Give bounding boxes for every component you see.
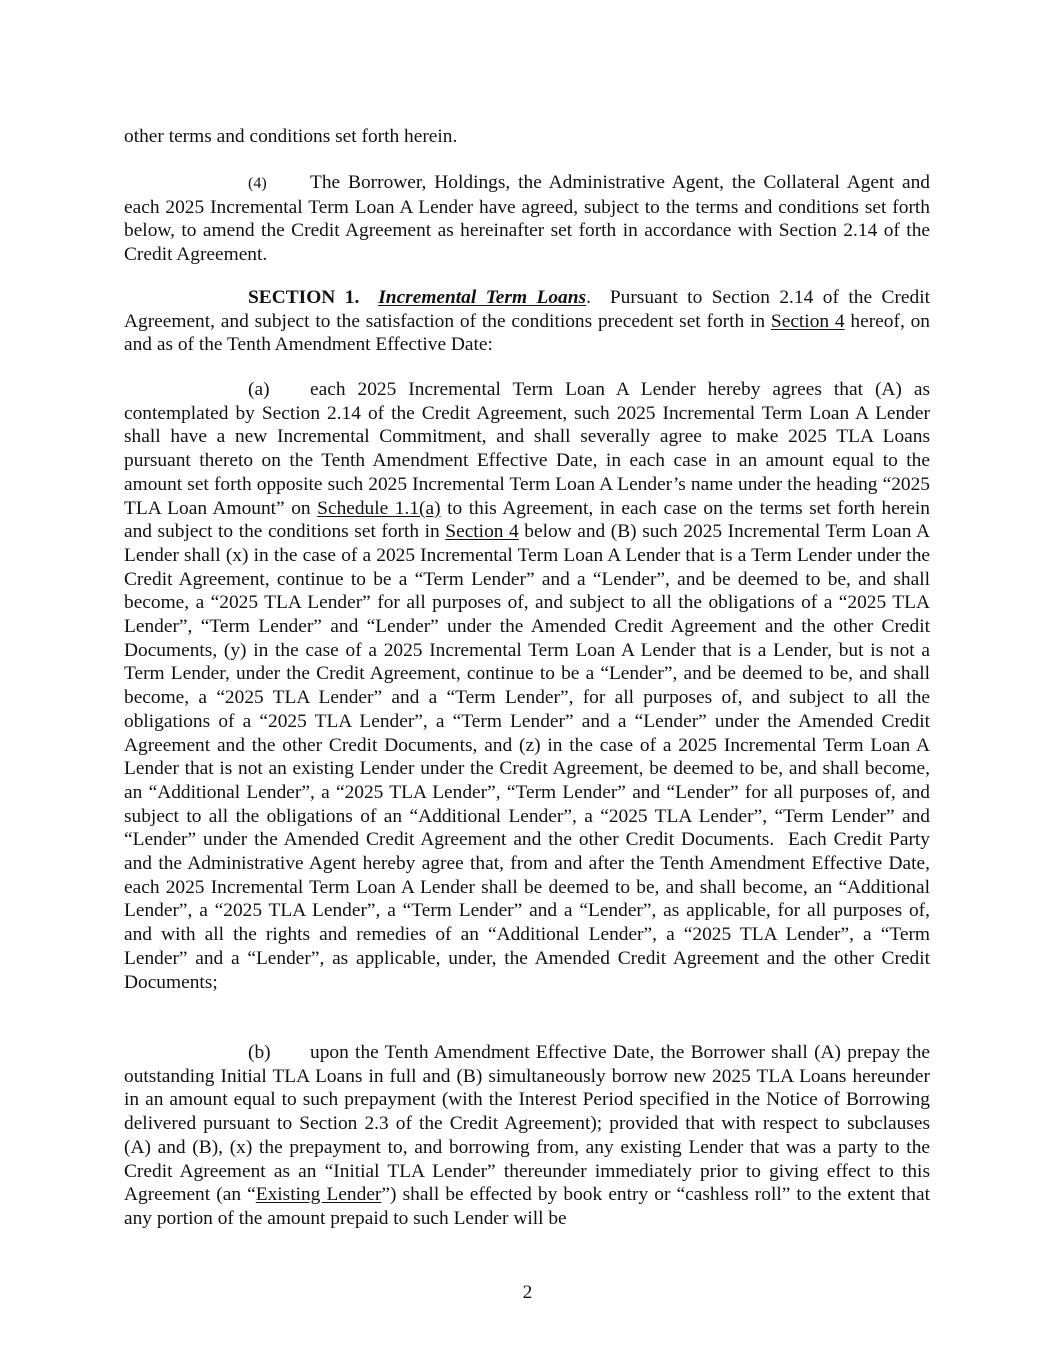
section-4-reference-2: Section 4 (445, 521, 519, 543)
recital-4-paragraph (124, 171, 930, 267)
clause-b-paragraph (124, 1041, 930, 1231)
intro-tail-text: other terms and conditions set forth herein. (124, 126, 458, 147)
clause-a-text-1: each 2025 Incremental Term Loan A Lender hereby agrees that (A) as contemplated by Section 2.14 of the Credit Agreement, such 2025 Incremental Term Loan A Lender shall have a new Incremental Commitment, and shall severally agree to make 2025 TLA Loans pursuant thereto on the Tenth Amendment Effective Date, in each case in an amount equal to the amount set forth opposite such 2025 Incremental Term Loan A Lender’s name under the heading “2025 TLA Loan Amount” on (124, 379, 930, 519)
recital-4-marker: (4) (248, 175, 267, 192)
clause-a-text-3: below and (B) such 2025 Incremental Term Loan A Lender shall (x) in the case of a 2025 Incremental Term Loan A Lender that is a Term Lender under the Credit Agreement, continue to be a “Term Lender” and a “Lender”, and be deemed to be, and shall become, a “2025 TLA Lender” for all purposes of, and subject to all the obligations of a “2025 TLA Lender”, “Term Lender” and “Lender” under the Amended Credit Agreement and the other Credit Documents, (y) in the case of a 2025 Incremental Term Loan A Lender that is a Lender, but is not a Term Lender, under the Credit Agreement, continue to be a “Lender”, and be deemed to be, and shall become, a “2025 TLA Lender” and a “Term Lender”, for all purposes of, and subject to all the obligations of a “2025 TLA Lender”, a “Term Lender” and a “Lender” under the Amended Credit Agreement and the other Credit Documents, and (z) in the case of a 2025 Incremental Term Loan A Lender that is not an existing Lender under the Credit Agreement, be deemed to be, and shall become, an “Additional Lender”, a “2025 TLA Lender”, “Term Lender” and “Lender” for all purposes of, and subject to all the obligations of an “Additional Lender”, a “2025 TLA Lender”, “Term Lender” and “Lender” under the Amended Credit Agreement and the other Credit Documents. Each Credit Party and the Administrative Agent hereby agree that, from and after the Tenth Amendment Effective Date, each 2025 Incremental Term Loan A Lender shall be deemed to be, and shall become, an “Additional Lender”, a “2025 TLA Lender”, a “Term Lender” and a “Lender”, as applicable, for all purposes of, and with all the rights and remedies of an “Additional Lender”, a “2025 TLA Lender”, a “Term Lender” and a “Lender”, as applicable, under, the Amended Credit Agreement and the other Credit Documents; (124, 521, 935, 993)
section-1-number: SECTION 1. (248, 287, 360, 308)
section-1-text-a: Pursuant to Section 2.14 of the Credit Agreement, and subject to the satisfaction of the conditions precedent set forth in (124, 287, 934, 332)
section-4-reference: Section 4 (770, 310, 845, 332)
clause-b-text-2: ”) shall be effected by book entry or “cashless roll” to the extent that any portion of the amount prepaid to such Lender will be (124, 1184, 931, 1229)
section-1-paragraph (124, 286, 934, 357)
page-number: 2 (522, 1282, 533, 1303)
clause-a-text-2: to this Agreement, in each case on the terms set forth herein and subject to the conditions set forth in (124, 497, 931, 543)
recital-4-text: The Borrower, Holdings, the Administrative Agent, the Collateral Agent and each 2025 Incremental Term Loan A Lender have agreed, subject to the terms and conditions set forth below, to amend the Credit Agreement as hereinafter set forth in accordance with Section 2.14 of the Credit Agreement. (124, 172, 930, 266)
section-1-title: Incremental Term Loans (378, 287, 587, 308)
clause-b-text-1: upon the Tenth Amendment Effective Date, the Borrower shall (A) prepay the outstanding Initial TLA Loans in full and (B) simultaneously borrow new 2025 TLA Loans hereunder in an amount equal to such prepayment (with the Interest Period specified in the Notice of Borrowing delivered pursuant to Section 2.3 of the Credit Agreement); provided that with respect to subclauses (A) and (B), (x) the prepayment to, and borrowing from, any existing Lender that was a party to the Credit Agreement as an “Initial TLA Lender” thereunder immediately prior to giving effect to this Agreement (an “ (124, 1042, 930, 1206)
existing-lender-defined-term: Existing Lender (255, 1184, 382, 1206)
clause-a-marker: (a) (248, 379, 270, 400)
schedule-reference: Schedule 1.1(a) (317, 497, 441, 519)
clause-b-marker: (b) (248, 1042, 271, 1063)
section-1-period: . (586, 287, 591, 308)
intro-tail-paragraph (124, 125, 930, 149)
section-1-text-b: hereof, on and as of the Tenth Amendment Effective Date: (124, 310, 930, 356)
clause-a-paragraph (124, 378, 935, 994)
